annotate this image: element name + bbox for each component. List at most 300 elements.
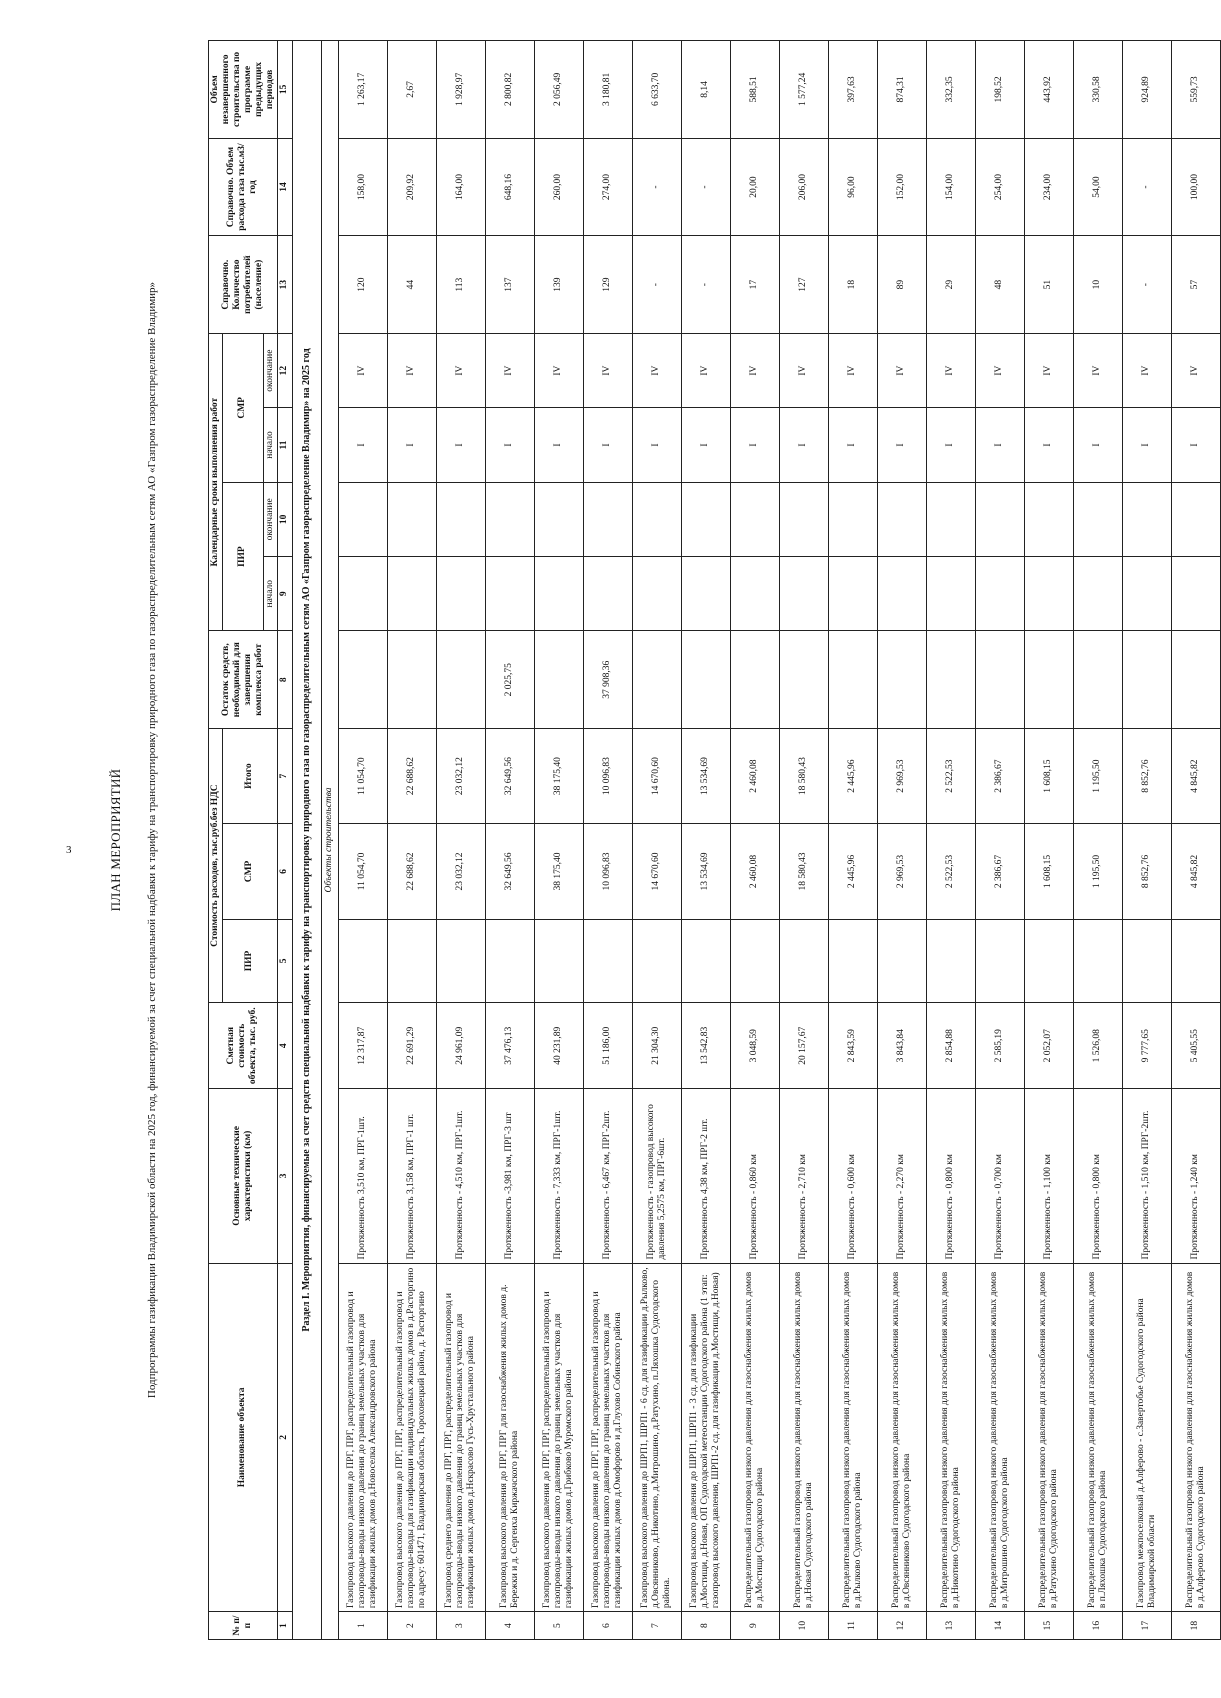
consumers-count: 10 — [1073, 236, 1122, 334]
header-smr-group: СМР — [222, 333, 263, 482]
tech-characteristics: Протяженность - 1,240 км — [1171, 1089, 1220, 1263]
consumers-count: - — [681, 236, 730, 334]
header-calendar-group: Календарные сроки выполнения работ — [209, 333, 223, 630]
column-number: 6 — [277, 824, 292, 919]
subsection-title: Объекты строительства — [321, 41, 338, 1640]
cost-smr: 2 522,53 — [926, 824, 975, 919]
estimate-cost: 5 405,55 — [1171, 1003, 1220, 1089]
tech-characteristics: Протяженность - газопровод высокого давления 5,2575 км, ПРГ-6шт. — [632, 1089, 681, 1263]
column-number: 5 — [277, 919, 292, 1003]
cost-smr: 18 580,43 — [779, 824, 828, 919]
row-number: 13 — [926, 1612, 975, 1640]
row-number: 5 — [534, 1612, 583, 1640]
header-unfinished: Объем незавершенного строительства по программе предыдущих периодов — [209, 41, 278, 139]
estimate-cost: 40 231,89 — [534, 1003, 583, 1089]
header-name: Наименование объекта — [209, 1263, 278, 1612]
pir-start — [1024, 557, 1073, 631]
header-pir-end: окончание — [263, 482, 277, 556]
smr-start: I — [730, 408, 779, 482]
row-number: 1 — [338, 1612, 387, 1640]
cost-smr: 4 845,82 — [1171, 824, 1220, 919]
gas-volume: 274,00 — [583, 138, 632, 236]
smr-start: I — [681, 408, 730, 482]
gas-volume: 164,00 — [436, 138, 485, 236]
gas-volume: 254,00 — [975, 138, 1024, 236]
table-row — [534, 41, 583, 1640]
table-row — [779, 41, 828, 1640]
smr-end: IV — [926, 333, 975, 407]
tech-characteristics: Протяженность - 1,510 км, ПРГ-2шт. — [1122, 1089, 1171, 1263]
object-name: Газопровод высокого давления до ПРГ, ПРГ для газоснабжения жилых домов д. Бережки и д. Сергеиха Киржачского района — [485, 1263, 534, 1612]
estimate-cost: 51 186,00 — [583, 1003, 632, 1089]
cost-total: 32 649,56 — [485, 729, 534, 824]
column-number: 12 — [277, 333, 292, 407]
consumers-count: 57 — [1171, 236, 1220, 334]
smr-end: IV — [730, 333, 779, 407]
column-number-row — [277, 41, 292, 1640]
column-number: 7 — [277, 729, 292, 824]
row-number: 17 — [1122, 1612, 1171, 1640]
tech-characteristics: Протяженность - 2,710 км — [779, 1089, 828, 1263]
smr-start: I — [436, 408, 485, 482]
table-row — [1073, 41, 1122, 1640]
row-number: 15 — [1024, 1612, 1073, 1640]
table-row — [485, 41, 534, 1640]
table-row — [583, 41, 632, 1640]
estimate-cost: 3 048,59 — [730, 1003, 779, 1089]
cost-smr: 14 670,60 — [632, 824, 681, 919]
pir-end — [828, 482, 877, 556]
pir-end — [681, 482, 730, 556]
gas-volume: - — [1122, 138, 1171, 236]
cost-pir — [436, 919, 485, 1003]
document-header — [40, 40, 190, 1640]
cost-smr: 2 445,96 — [828, 824, 877, 919]
consumers-count: 51 — [1024, 236, 1073, 334]
table-row — [975, 41, 1024, 1640]
consumers-count: 113 — [436, 236, 485, 334]
pir-end — [975, 482, 1024, 556]
smr-start: I — [828, 408, 877, 482]
column-number: 2 — [277, 1263, 292, 1612]
smr-start: I — [1024, 408, 1073, 482]
document-title: ПЛАН МЕРОПРИЯТИЙ — [108, 768, 123, 912]
cost-total: 2 969,53 — [877, 729, 926, 824]
table-row — [338, 41, 387, 1640]
consumers-count: 18 — [828, 236, 877, 334]
object-name: Газопровод межпоселковый д.Алферово - с.Завертобье Судогодского района Владимирской области — [1122, 1263, 1171, 1612]
cost-smr: 22 688,62 — [387, 824, 436, 919]
smr-start: I — [485, 408, 534, 482]
cost-smr: 32 649,56 — [485, 824, 534, 919]
remainder-funds — [387, 631, 436, 729]
pir-start — [632, 557, 681, 631]
remainder-funds — [1122, 631, 1171, 729]
cost-total: 2 445,96 — [828, 729, 877, 824]
unfinished-volume: 1 928,97 — [436, 41, 485, 139]
estimate-cost: 9 777,65 — [1122, 1003, 1171, 1089]
row-number: 9 — [730, 1612, 779, 1640]
estimate-cost: 20 157,67 — [779, 1003, 828, 1089]
column-number: 8 — [277, 631, 292, 729]
table-row — [387, 41, 436, 1640]
header-smr-end: окончание — [263, 333, 277, 407]
tech-characteristics: Протяженность 4,38 км, ПРГ-2 шт. — [681, 1089, 730, 1263]
cost-pir — [338, 919, 387, 1003]
smr-start: I — [1171, 408, 1220, 482]
consumers-count: - — [632, 236, 681, 334]
cost-pir — [730, 919, 779, 1003]
table-row — [1171, 41, 1220, 1640]
unfinished-volume: 330,58 — [1073, 41, 1122, 139]
remainder-funds — [632, 631, 681, 729]
smr-end: IV — [338, 333, 387, 407]
cost-pir — [877, 919, 926, 1003]
pir-start — [1171, 557, 1220, 631]
smr-end: IV — [975, 333, 1024, 407]
row-number: 12 — [877, 1612, 926, 1640]
remainder-funds — [1171, 631, 1220, 729]
cost-smr: 2 460,08 — [730, 824, 779, 919]
gas-volume: 54,00 — [1073, 138, 1122, 236]
pir-start — [975, 557, 1024, 631]
remainder-funds — [534, 631, 583, 729]
gas-volume: 96,00 — [828, 138, 877, 236]
cost-smr: 1 608,15 — [1024, 824, 1073, 919]
object-name: Распределительный газопровод низкого давления для газоснабжения жилых домов в д.Рылково Судогодского района — [828, 1263, 877, 1612]
cost-total: 11 054,70 — [338, 729, 387, 824]
unfinished-volume: 2 056,49 — [534, 41, 583, 139]
smr-start: I — [338, 408, 387, 482]
header-pir: ПИР — [222, 919, 277, 1003]
pir-start — [436, 557, 485, 631]
cost-total: 23 032,12 — [436, 729, 485, 824]
pir-end — [1171, 482, 1220, 556]
pir-end — [877, 482, 926, 556]
cost-pir — [1122, 919, 1171, 1003]
pir-start — [485, 557, 534, 631]
remainder-funds — [1073, 631, 1122, 729]
smr-end: IV — [779, 333, 828, 407]
pir-end — [1024, 482, 1073, 556]
cost-pir — [583, 919, 632, 1003]
row-number: 10 — [779, 1612, 828, 1640]
pir-end — [387, 482, 436, 556]
pir-end — [926, 482, 975, 556]
smr-end: IV — [1073, 333, 1122, 407]
row-number: 4 — [485, 1612, 534, 1640]
tech-characteristics: Протяженность 3,510 км, ПРГ-1шт. — [338, 1089, 387, 1263]
estimate-cost: 2 585,19 — [975, 1003, 1024, 1089]
tech-characteristics: Протяженность - 4,510 км, ПРГ-1шт. — [436, 1089, 485, 1263]
column-number: 11 — [277, 408, 292, 482]
header-smr: СМР — [222, 824, 277, 919]
gas-volume: 154,00 — [926, 138, 975, 236]
cost-smr: 10 096,83 — [583, 824, 632, 919]
header-total: Итого — [222, 729, 277, 824]
cost-smr: 8 852,76 — [1122, 824, 1171, 919]
unfinished-volume: 332,35 — [926, 41, 975, 139]
header-consumers: Справочно. Количество потребителей (население) — [209, 236, 278, 334]
cost-total: 2 522,53 — [926, 729, 975, 824]
consumers-count: 129 — [583, 236, 632, 334]
smr-end: IV — [485, 333, 534, 407]
tech-characteristics: Протяженность - 0,600 км — [828, 1089, 877, 1263]
unfinished-volume: 3 180,81 — [583, 41, 632, 139]
unfinished-volume: 8,14 — [681, 41, 730, 139]
pir-end — [632, 482, 681, 556]
row-number: 2 — [387, 1612, 436, 1640]
cost-total: 4 845,82 — [1171, 729, 1220, 824]
table-row — [1024, 41, 1073, 1640]
pir-start — [1122, 557, 1171, 631]
cost-total: 2 460,08 — [730, 729, 779, 824]
tech-characteristics: Протяженность - 0,700 км — [975, 1089, 1024, 1263]
column-number: 15 — [277, 41, 292, 139]
object-name: Распределительный газопровод низкого давления для газоснабжения жилых домов в д.Митрошино Судогодского района — [975, 1263, 1024, 1612]
estimate-cost: 22 691,29 — [387, 1003, 436, 1089]
object-name: Газопровод высокого давления до ПРГ, ПРГ, распределительный газопровод и газопроводы-вводы низкого давления до границ земельных участков для газификации жилых домов д.Омофорово и д.Глухово Собинского района — [583, 1263, 632, 1612]
pir-start — [877, 557, 926, 631]
header-pir-start: начало — [263, 557, 277, 631]
column-number: 3 — [277, 1089, 292, 1263]
object-name: Газопровод высокого давления до ПРГ, ПРГ, распределительный газопровод и газопроводы-вводы низкого давления до границ земельных участков для газификации жилых домов д.Новоселка Александровского района — [338, 1263, 387, 1612]
row-number: 3 — [436, 1612, 485, 1640]
consumers-count: 139 — [534, 236, 583, 334]
cost-pir — [975, 919, 1024, 1003]
header-pir-group: ПИР — [222, 482, 263, 631]
pir-start — [681, 557, 730, 631]
gas-volume: 234,00 — [1024, 138, 1073, 236]
table-row — [828, 41, 877, 1640]
header-smr-start: начало — [263, 408, 277, 482]
cost-pir — [534, 919, 583, 1003]
column-number: 10 — [277, 482, 292, 556]
estimate-cost: 2 052,07 — [1024, 1003, 1073, 1089]
cost-pir — [1024, 919, 1073, 1003]
object-name: Распределительный газопровод низкого давления для газоснабжения жилых домов в д.Алферово Судогодского района — [1171, 1263, 1220, 1612]
smr-start: I — [926, 408, 975, 482]
object-name: Распределительный газопровод низкого давления для газоснабжения жилых домов в д.Мостищи Судогодского района — [730, 1263, 779, 1612]
tech-characteristics: Протяженность -3,981 км, ПРГ-3 шт — [485, 1089, 534, 1263]
pir-start — [534, 557, 583, 631]
consumers-count: 29 — [926, 236, 975, 334]
remainder-funds — [1024, 631, 1073, 729]
rotated-document — [40, 40, 1206, 1640]
table-row — [730, 41, 779, 1640]
unfinished-volume: 2 800,82 — [485, 41, 534, 139]
tech-characteristics: Протяженность - 7,333 км, ПРГ-1шт. — [534, 1089, 583, 1263]
estimate-cost: 37 476,13 — [485, 1003, 534, 1089]
gas-volume: 206,00 — [779, 138, 828, 236]
estimate-cost: 2 843,59 — [828, 1003, 877, 1089]
section-row — [292, 41, 321, 1640]
consumers-count: 48 — [975, 236, 1024, 334]
remainder-funds — [828, 631, 877, 729]
cost-smr: 1 195,50 — [1073, 824, 1122, 919]
estimate-cost: 2 854,88 — [926, 1003, 975, 1089]
header-cost-group: Стоимость расходов, тыс.руб.без НДС — [209, 729, 223, 1003]
cost-total: 1 608,15 — [1024, 729, 1073, 824]
object-name: Газопровод высокого давления до ШРП1, ШРП1 - 3 сд. для газификации д.Мостищи, д.Новая, ОП Судогодской метеостанции Судогодского района (1 этап: газопровод высокого давления, ШРП1-2 сд. для газификации д.Мостищи, д.Новая) — [681, 1263, 730, 1612]
cost-total: 13 534,69 — [681, 729, 730, 824]
smr-start: I — [975, 408, 1024, 482]
consumers-count: 17 — [730, 236, 779, 334]
smr-end: IV — [387, 333, 436, 407]
cost-pir — [485, 919, 534, 1003]
pir-end — [338, 482, 387, 556]
pir-end — [730, 482, 779, 556]
cost-total: 14 670,60 — [632, 729, 681, 824]
pir-start — [583, 557, 632, 631]
cost-smr: 13 534,69 — [681, 824, 730, 919]
object-name: Распределительный газопровод низкого давления для газоснабжения жилых домов в д.Овсянниково Судогодского района — [877, 1263, 926, 1612]
table-row — [926, 41, 975, 1640]
row-number: 16 — [1073, 1612, 1122, 1640]
object-name: Газопровод высокого давления до ПРГ, ПРГ, распределительный газопровод и газопроводы-вводы низкого давления до границ земельных участков для газификации жилых домов д.Грибково Муромского района — [534, 1263, 583, 1612]
gas-volume: 100,00 — [1171, 138, 1220, 236]
unfinished-volume: 874,31 — [877, 41, 926, 139]
pir-start — [1073, 557, 1122, 631]
table-row — [436, 41, 485, 1640]
header-tech: Основные технические характеристики (км) — [209, 1089, 278, 1263]
smr-end: IV — [534, 333, 583, 407]
unfinished-volume: 443,92 — [1024, 41, 1073, 139]
estimate-cost: 1 526,08 — [1073, 1003, 1122, 1089]
tech-characteristics: Протяженность 3,158 км, ПРГ-1 шт. — [387, 1089, 436, 1263]
smr-start: I — [1073, 408, 1122, 482]
tech-characteristics: Протяженность - 2,270 км — [877, 1089, 926, 1263]
tech-characteristics: Протяженность - 0,800 км — [1073, 1089, 1122, 1263]
cost-total: 18 580,43 — [779, 729, 828, 824]
smr-end: IV — [583, 333, 632, 407]
gas-volume: 20,00 — [730, 138, 779, 236]
cost-pir — [1073, 919, 1122, 1003]
remainder-funds: 2 025,75 — [485, 631, 534, 729]
smr-start: I — [583, 408, 632, 482]
cost-pir — [1171, 919, 1220, 1003]
smr-end: IV — [1024, 333, 1073, 407]
pir-start — [828, 557, 877, 631]
cost-total: 38 175,40 — [534, 729, 583, 824]
remainder-funds — [681, 631, 730, 729]
pir-end — [583, 482, 632, 556]
estimate-cost: 24 961,09 — [436, 1003, 485, 1089]
unfinished-volume: 924,89 — [1122, 41, 1171, 139]
cost-total: 2 386,67 — [975, 729, 1024, 824]
cost-smr: 23 032,12 — [436, 824, 485, 919]
remainder-funds — [877, 631, 926, 729]
remainder-funds — [975, 631, 1024, 729]
pir-start — [926, 557, 975, 631]
document-subtitle: Подпрограммы газификации Владимирской области на 2025 год, финансируемой за счет специальной надбавки к тарифу на транспортировку природного газа по газораспределительным сетям АО «Газпром газораспределение Владимир» — [146, 281, 158, 1399]
gas-volume: 158,00 — [338, 138, 387, 236]
row-number: 14 — [975, 1612, 1024, 1640]
column-number: 13 — [277, 236, 292, 334]
row-number: 11 — [828, 1612, 877, 1640]
cost-total: 10 096,83 — [583, 729, 632, 824]
consumers-count: 127 — [779, 236, 828, 334]
remainder-funds: 37 908,36 — [583, 631, 632, 729]
cost-pir — [681, 919, 730, 1003]
pir-start — [338, 557, 387, 631]
table-row — [877, 41, 926, 1640]
cost-pir — [828, 919, 877, 1003]
tech-characteristics: Протяженность - 1,100 км — [1024, 1089, 1073, 1263]
smr-end: IV — [877, 333, 926, 407]
header-num: № п/п — [209, 1612, 278, 1640]
object-name: Газопровод высокого давления до ПРГ, ПРГ, распределительный газопровод и газопроводы-вводы для газификации индивидуальных жилых домов в д.Расторгино по адресу: 601471, Владимирская область, Гороховецкий район, д. Расторгино — [387, 1263, 436, 1612]
row-number: 8 — [681, 1612, 730, 1640]
consumers-count: 89 — [877, 236, 926, 334]
smr-start: I — [1122, 408, 1171, 482]
object-name: Распределительный газопровод низкого давления для газоснабжения жилых домов в д.Новая Судогодского района — [779, 1263, 828, 1612]
row-number: 6 — [583, 1612, 632, 1640]
object-name: Распределительный газопровод низкого давления для газоснабжения жилых домов в д.Ратухино Судогодского района — [1024, 1263, 1073, 1612]
pir-start — [730, 557, 779, 631]
object-name: Газопровод высокого давления до ШРП1, ШРП1 - 6 сд. для газификации д.Рылково, д.Овсянниково, д.Никотино, д.Митрошино, д.Ратухино, п.Ляхошка Судогодского района. — [632, 1263, 681, 1612]
consumers-count: 137 — [485, 236, 534, 334]
cost-pir — [387, 919, 436, 1003]
consumers-count: 120 — [338, 236, 387, 334]
column-number: 9 — [277, 557, 292, 631]
smr-end: IV — [681, 333, 730, 407]
gas-volume: - — [681, 138, 730, 236]
pir-end — [534, 482, 583, 556]
tech-characteristics: Протяженность - 0,860 км — [730, 1089, 779, 1263]
remainder-funds — [779, 631, 828, 729]
tech-characteristics: Протяженность - 0,800 км — [926, 1089, 975, 1263]
row-number: 7 — [632, 1612, 681, 1640]
object-name: Распределительный газопровод низкого давления для газоснабжения жилых домов в д.Никотино Судогодского района — [926, 1263, 975, 1612]
remainder-funds — [926, 631, 975, 729]
tech-characteristics: Протяженность - 6,467 км, ПРГ-2шт. — [583, 1089, 632, 1263]
smr-end: IV — [436, 333, 485, 407]
plan-table — [208, 40, 1221, 1640]
gas-volume: 152,00 — [877, 138, 926, 236]
unfinished-volume: 2,67 — [387, 41, 436, 139]
consumers-count: 44 — [387, 236, 436, 334]
pir-start — [387, 557, 436, 631]
gas-volume: 260,00 — [534, 138, 583, 236]
pir-end — [1073, 482, 1122, 556]
table-row — [1122, 41, 1171, 1640]
table-row — [681, 41, 730, 1640]
smr-end: IV — [1171, 333, 1220, 407]
cost-smr: 38 175,40 — [534, 824, 583, 919]
remainder-funds — [338, 631, 387, 729]
smr-end: IV — [1122, 333, 1171, 407]
column-number: 1 — [277, 1612, 292, 1640]
unfinished-volume: 1 263,17 — [338, 41, 387, 139]
cost-total: 1 195,50 — [1073, 729, 1122, 824]
cost-smr: 2 386,67 — [975, 824, 1024, 919]
unfinished-volume: 6 633,70 — [632, 41, 681, 139]
header-estimate: Сметная стоимость объекта, тыс. руб. — [209, 1003, 278, 1089]
smr-end: IV — [632, 333, 681, 407]
smr-end: IV — [828, 333, 877, 407]
estimate-cost: 21 304,30 — [632, 1003, 681, 1089]
smr-start: I — [534, 408, 583, 482]
unfinished-volume: 588,51 — [730, 41, 779, 139]
row-number: 18 — [1171, 1612, 1220, 1640]
cost-smr: 11 054,70 — [338, 824, 387, 919]
unfinished-volume: 1 577,24 — [779, 41, 828, 139]
pir-end — [485, 482, 534, 556]
header-gas-volume: Справочно. Объем расхода газа тыс.м3/год — [209, 138, 278, 236]
unfinished-volume: 397,63 — [828, 41, 877, 139]
smr-start: I — [877, 408, 926, 482]
